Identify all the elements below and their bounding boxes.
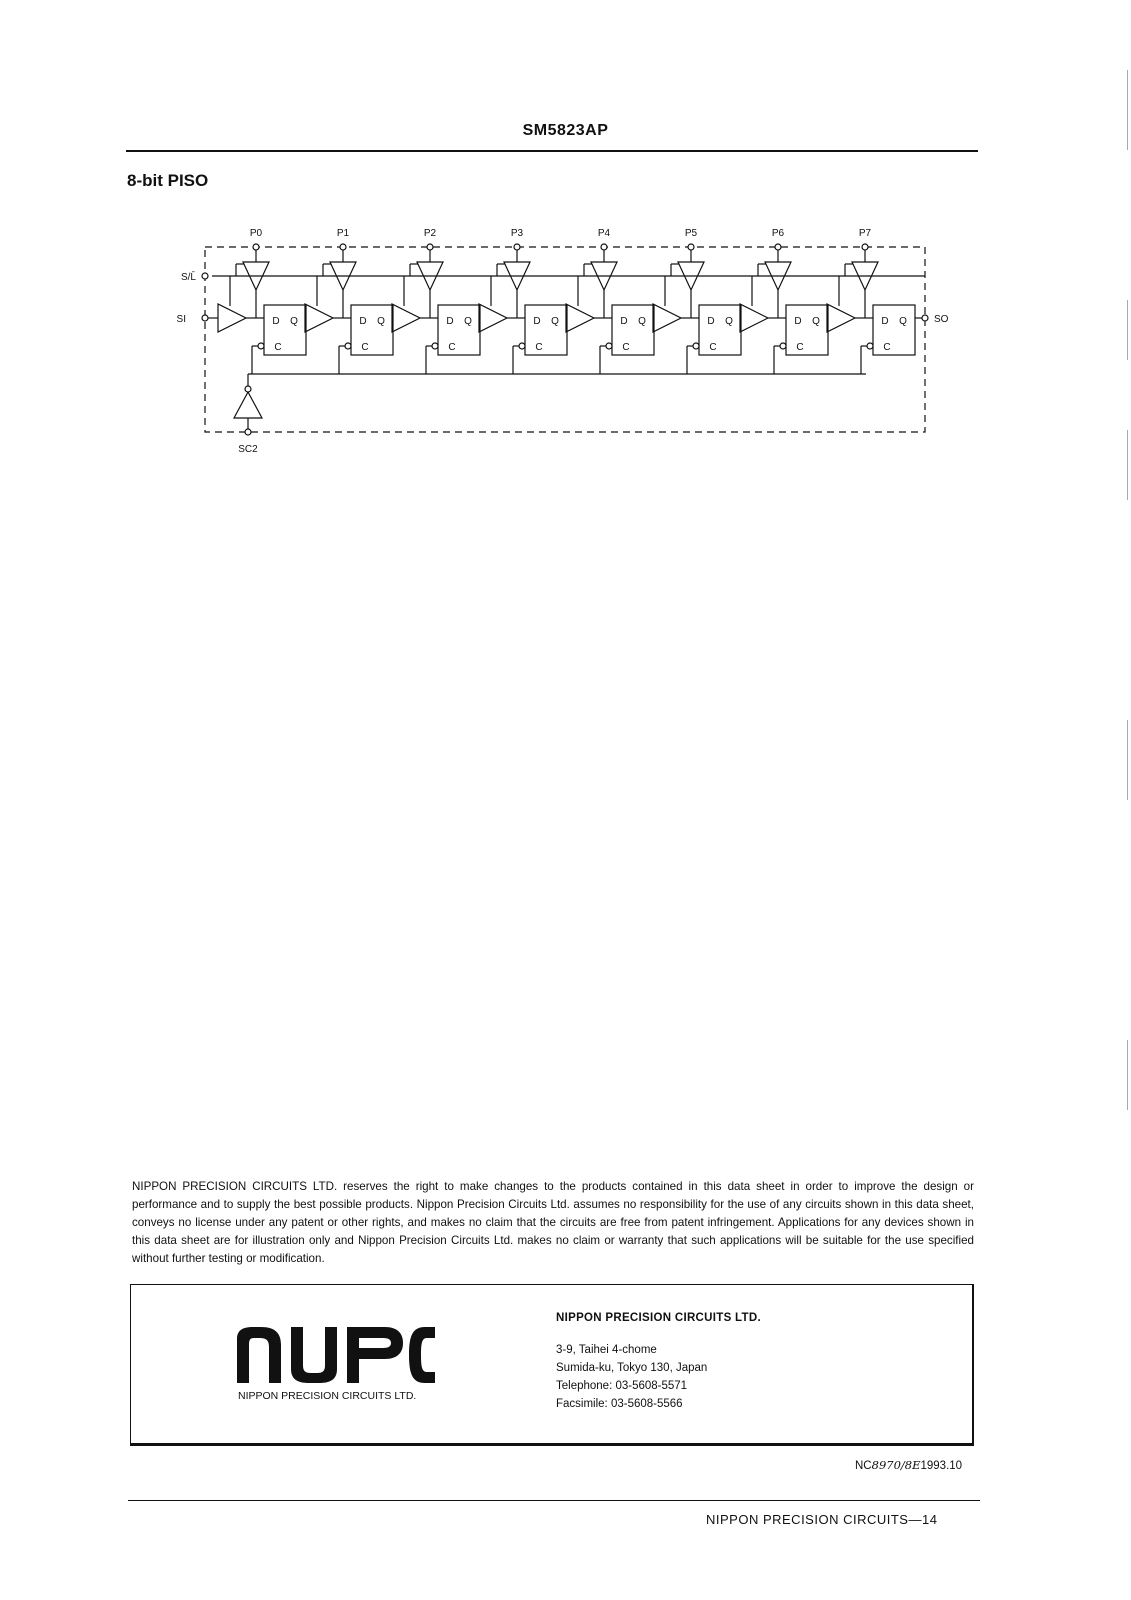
- handwritten-code: 8970/8E: [871, 1458, 921, 1472]
- ff-q-label: Q: [638, 316, 646, 327]
- shift-buffer: [827, 304, 855, 332]
- telephone: Telephone: 03-5608-5571: [556, 1380, 688, 1392]
- parallel-input-pin-4: [601, 244, 607, 250]
- ff-d-label: D: [359, 316, 367, 327]
- ff-q-label: Q: [290, 316, 298, 327]
- flip-flop: [786, 305, 828, 355]
- sl-label: S/L̄: [180, 272, 196, 283]
- ff-c-label: C: [796, 342, 804, 353]
- clock-inverter-bubble: [245, 386, 251, 392]
- section-title: 8-bit PISO: [127, 171, 209, 190]
- flip-flop: [438, 305, 480, 355]
- ff-c-label: C: [274, 342, 282, 353]
- clock-inverter: [234, 392, 262, 418]
- sl-pin: [202, 273, 208, 279]
- ff-c-label: C: [535, 342, 543, 353]
- footer-rule: [128, 1500, 980, 1501]
- piso-circuit-diagram: [0, 0, 1131, 460]
- ff-q-label: Q: [551, 316, 559, 327]
- parallel-input-label-4: P4: [597, 228, 611, 239]
- si-label: SI: [176, 314, 186, 325]
- parallel-input-label-5: P5: [684, 228, 698, 239]
- logo-subtitle: NIPPON PRECISION CIRCUITS LTD.: [238, 1390, 417, 1402]
- clock-inversion-bubble: [345, 343, 351, 349]
- parallel-input-label-7: P7: [858, 228, 872, 239]
- ff-d-label: D: [620, 316, 628, 327]
- shift-buffer: [479, 304, 507, 332]
- ff-c-label: C: [709, 342, 717, 353]
- ff-q-label: Q: [899, 316, 907, 327]
- address-line-2: Sumida-ku, Tokyo 130, Japan: [556, 1362, 708, 1374]
- parallel-input-label-6: P6: [771, 228, 785, 239]
- page-header-title: SM5823AP: [522, 122, 609, 139]
- legal-disclaimer: NIPPON PRECISION CIRCUITS LTD. reserves the right to make changes to the products contained in this data sheet in order to improve the design or performance and to supply the best possible products. Nippon Precision Circuits Ltd. assumes no responsibility for the use of any circuits shown in this data sheet, conveys no license under any patent or other rights, and makes no claim that the circuits are free from patent infringement. Applications for any devices shown in this data sheet are for illustration only and Nippon Precision Circuits Ltd. makes no claim or warranty that such applications will be suitable for the use specified without further testing or modification.: [132, 1180, 974, 1265]
- clock-inversion-bubble: [258, 343, 264, 349]
- clock-inversion-bubble: [519, 343, 525, 349]
- flip-flop: [351, 305, 393, 355]
- clock-inversion-bubble: [867, 343, 873, 349]
- chip-boundary: [205, 247, 925, 432]
- ff-d-label: D: [272, 316, 280, 327]
- clock-inversion-bubble: [780, 343, 786, 349]
- shift-buffer: [566, 304, 594, 332]
- parallel-input-pin-2: [427, 244, 433, 250]
- ff-d-label: D: [533, 316, 541, 327]
- ff-d-label: D: [707, 316, 715, 327]
- parallel-input-pin-1: [340, 244, 346, 250]
- sc2-label: SC2: [238, 444, 258, 455]
- parallel-input-pin-6: [775, 244, 781, 250]
- so-label: SO: [934, 314, 949, 325]
- parallel-input-label-3: P3: [510, 228, 524, 239]
- parallel-input-label-2: P2: [423, 228, 437, 239]
- ff-q-label: Q: [725, 316, 733, 327]
- ff-d-label: D: [446, 316, 454, 327]
- shift-buffer: [653, 304, 681, 332]
- shift-buffer: [305, 304, 333, 332]
- scan-edge-mark: [1127, 300, 1128, 360]
- parallel-input-pin-0: [253, 244, 259, 250]
- ff-q-label: Q: [812, 316, 820, 327]
- ff-c-label: C: [883, 342, 891, 353]
- document-code: NC8970/8E1993.10: [855, 1458, 963, 1472]
- scan-edge-mark: [1127, 1040, 1128, 1110]
- ff-q-label: Q: [464, 316, 472, 327]
- ff-c-label: C: [622, 342, 630, 353]
- parallel-input-pin-5: [688, 244, 694, 250]
- clock-inversion-bubble: [606, 343, 612, 349]
- flip-flop: [699, 305, 741, 355]
- sc2-pin: [245, 429, 251, 435]
- scan-edge-mark: [1127, 720, 1128, 800]
- clock-inversion-bubble: [693, 343, 699, 349]
- ff-q-label: Q: [377, 316, 385, 327]
- ff-c-label: C: [448, 342, 456, 353]
- si-pin: [202, 315, 208, 321]
- shift-buffer: [740, 304, 768, 332]
- flip-flop: [525, 305, 567, 355]
- address-line-1: 3-9, Taihei 4-chome: [556, 1344, 657, 1356]
- flip-flop: [612, 305, 654, 355]
- parallel-input-pin-7: [862, 244, 868, 250]
- flip-flop: [264, 305, 306, 355]
- ff-d-label: D: [794, 316, 802, 327]
- footer-page-label: NIPPON PRECISION CIRCUITS—14: [706, 1512, 938, 1527]
- flip-flop: [873, 305, 915, 355]
- company-name: NIPPON PRECISION CIRCUITS LTD.: [556, 1312, 761, 1324]
- scan-edge-mark: [1127, 70, 1128, 150]
- ff-c-label: C: [361, 342, 369, 353]
- ff-d-label: D: [881, 316, 889, 327]
- facsimile: Facsimile: 03-5608-5566: [556, 1398, 683, 1410]
- scan-edge-mark: [1127, 430, 1128, 500]
- shift-buffer: [392, 304, 420, 332]
- parallel-input-pin-3: [514, 244, 520, 250]
- parallel-input-label-1: P1: [336, 228, 350, 239]
- clock-inversion-bubble: [432, 343, 438, 349]
- shift-buffer: [218, 304, 246, 332]
- parallel-input-label-0: P0: [249, 228, 263, 239]
- npc-logo: [235, 1325, 435, 1385]
- so-pin: [922, 315, 928, 321]
